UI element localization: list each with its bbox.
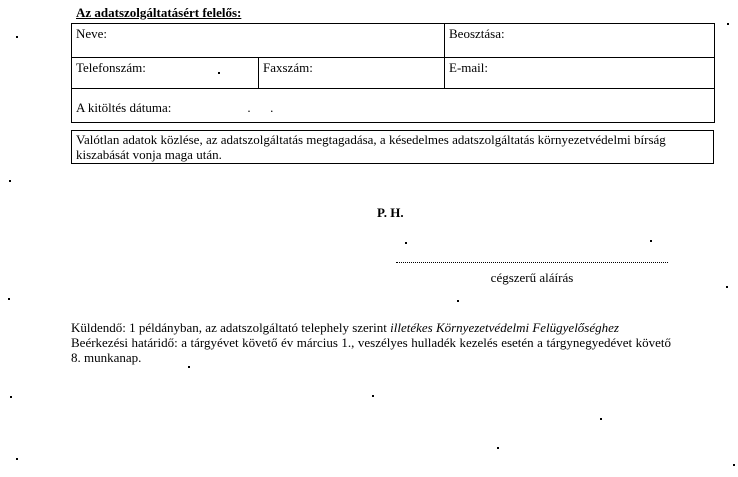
scan-speck: [10, 396, 12, 398]
responsible-person-form: [71, 23, 715, 123]
scan-speck: [497, 447, 499, 449]
stamp-label: P. H.: [377, 205, 404, 220]
phone-label: Telefonszám:: [76, 60, 146, 75]
name-label: Neve:: [76, 26, 108, 41]
date-label: A kitöltés dátuma:: [76, 100, 172, 115]
name-field[interactable]: [72, 24, 445, 58]
scan-speck: [650, 240, 652, 242]
signature-line[interactable]: [396, 262, 668, 263]
scan-speck: [16, 458, 18, 460]
send-prefix: Küldendő: 1 példányban, az adatszolgáltató telephely szerint: [71, 320, 387, 335]
scan-speck: [8, 298, 10, 300]
position-field[interactable]: [445, 24, 715, 58]
scan-speck: [733, 464, 735, 466]
responsible-person-heading: Az adatszolgáltatásért felelős:: [76, 5, 242, 20]
scan-speck: [218, 72, 220, 74]
form-row-date: [72, 89, 715, 123]
footer-instructions: [71, 320, 671, 365]
send-recipient: illetékes Környezetvédelmi Felügyelőséghez: [390, 320, 619, 335]
scan-speck: [600, 418, 602, 420]
scan-speck: [457, 300, 459, 302]
fax-field[interactable]: [259, 58, 445, 89]
signature-caption: cégszerű aláírás: [490, 270, 574, 285]
position-label: Beosztása:: [449, 26, 505, 41]
form-row-name: [72, 24, 715, 58]
date-field[interactable]: [72, 89, 715, 123]
email-label: E-mail:: [449, 60, 489, 75]
fax-label: Faxszám:: [263, 60, 313, 75]
scan-speck: [726, 286, 728, 288]
phone-field[interactable]: [72, 58, 259, 89]
scan-speck: [16, 36, 18, 38]
deadline-instruction: Beérkezési határidő: a tárgyévet követő év március 1., veszélyes hulladék kezelés esetén a tárgynegyedévet követő 8. munkanap.: [71, 335, 671, 365]
scan-speck: [405, 242, 407, 244]
send-instruction: [71, 320, 671, 335]
penalty-notice: Valótlan adatok közlése, az adatszolgáltatás megtagadása, a késedelmes adatszolgáltatás környezetvédelmi bírság kiszabását vonja maga után.: [71, 130, 714, 164]
scan-speck: [188, 366, 190, 368]
date-placeholder: . .: [247, 100, 274, 115]
scan-speck: [727, 23, 729, 25]
email-field[interactable]: [445, 58, 715, 89]
scan-speck: [372, 395, 374, 397]
scan-speck: [9, 180, 11, 182]
form-row-contact: [72, 58, 715, 89]
